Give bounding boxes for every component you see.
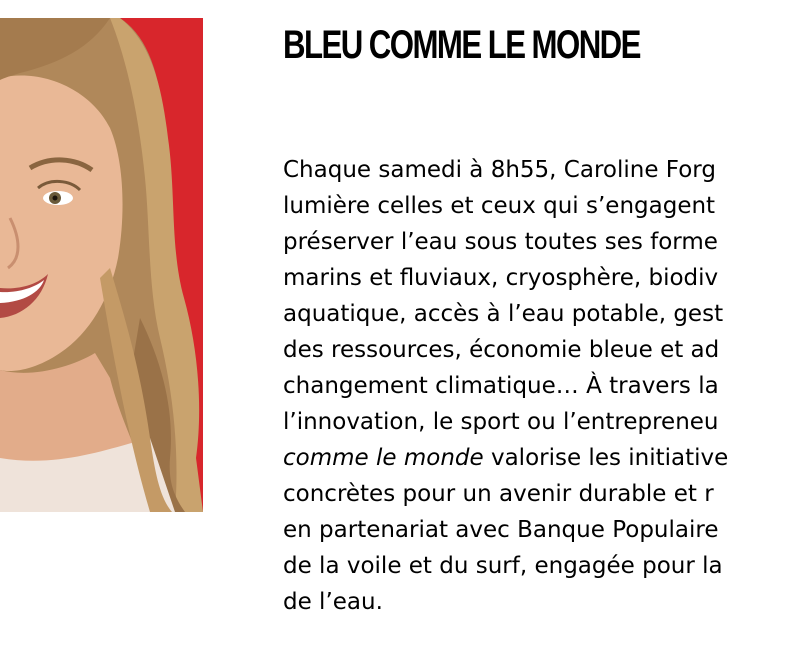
description-line <box>283 188 800 224</box>
portrait-photo <box>0 18 203 512</box>
description-text: de l’eau. <box>283 589 383 615</box>
description-text: aquatique, accès à l’eau potable, gest <box>283 301 724 327</box>
description-line <box>283 368 800 404</box>
description-text: préserver l’eau sous toutes ses forme <box>283 229 718 255</box>
description-line <box>283 332 800 368</box>
description-text: l’innovation, le sport ou l’entrepreneu <box>283 409 719 435</box>
description-line <box>283 440 800 476</box>
description-line <box>283 224 800 260</box>
description-text: changement climatique… À travers la <box>283 373 719 399</box>
description-text: concrètes pour un avenir durable et r <box>283 481 714 507</box>
description-line <box>283 260 800 296</box>
portrait-illustration <box>0 18 203 512</box>
description-text: de la voile et du surf, engagée pour la <box>283 553 723 579</box>
description-line <box>283 548 800 584</box>
description-text: Chaque samedi à 8h55, Caroline Forg <box>283 157 716 183</box>
description-text: lumière celles et ceux qui s’engagent <box>283 193 716 219</box>
description-line <box>283 476 800 512</box>
description-line <box>283 584 800 620</box>
description-text: marins et fluviaux, cryosphère, biodiv <box>283 265 719 291</box>
description-text: des ressources, économie bleue et ad <box>283 337 720 363</box>
page-title: BLEU COMME LE MONDE <box>283 23 640 67</box>
description-line <box>283 296 800 332</box>
show-name-italic: comme le monde <box>283 445 484 471</box>
article-description <box>283 152 800 620</box>
description-line <box>283 404 800 440</box>
description-text: en partenariat avec Banque Populaire <box>283 517 719 543</box>
description-line <box>283 512 800 548</box>
description-line <box>283 152 800 188</box>
description-text: valorise les initiative <box>483 445 729 471</box>
